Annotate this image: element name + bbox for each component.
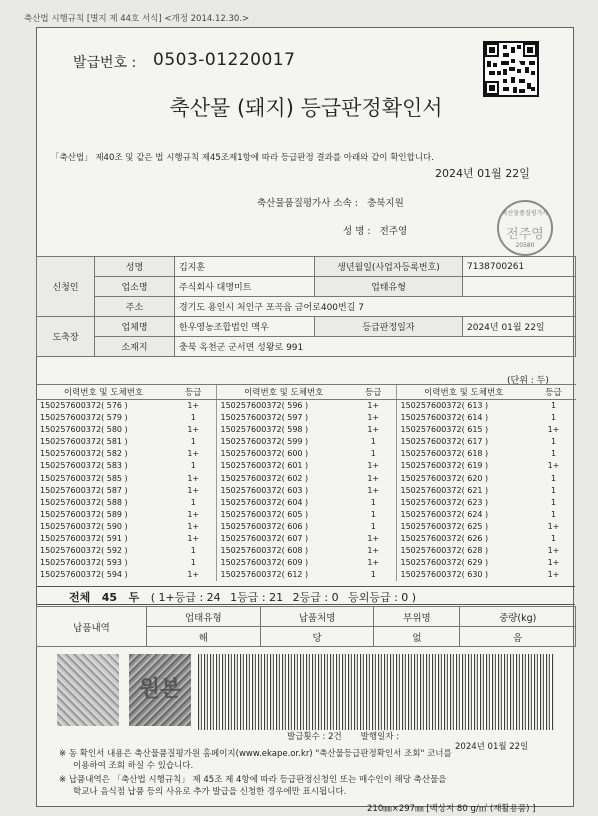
grade-cell: 1+: [367, 425, 380, 435]
grade-cell: 1: [550, 485, 557, 495]
slaughterhouse-name-label: 업체명: [95, 317, 175, 337]
applicant-name-label: 성명: [95, 257, 175, 277]
table-row: [36, 485, 576, 497]
document-title: 축산물 (돼지) 등급판정확인서: [169, 96, 443, 120]
inspector-name-label: 성 명 :: [343, 226, 371, 237]
certificate-paper: [36, 27, 574, 814]
carcass-id-cell: 150257600372( 598 ): [216, 424, 351, 436]
carcass-id-cell: 150257600372( 602 ): [216, 472, 351, 484]
carcass-id-cell: 150257600372( 596 ): [216, 400, 351, 413]
applicant-birth: 7138700261: [463, 257, 576, 277]
biztype-label: 업태유형: [315, 277, 463, 297]
grade-cell: 1: [370, 497, 376, 507]
carcass-id-cell: 150257600372( 601 ): [216, 460, 351, 472]
grade-cell: 1+: [547, 570, 560, 580]
grade-cell: 1+: [547, 461, 560, 471]
table-row: [36, 448, 576, 460]
original-stamp-image: 원본: [129, 654, 191, 726]
issue-number-label: 발급번호 :: [73, 55, 137, 71]
col-grade-header-2: 등급: [351, 385, 396, 400]
table-row: [36, 545, 576, 557]
carcass-id-cell: 150257600372( 623 ): [396, 497, 531, 509]
paper-spec: 210㎜×297㎜ [백상지 80 g/㎡ (재활용품) ]: [367, 804, 536, 814]
grade-cell: 1+: [187, 485, 200, 495]
table-row: [36, 412, 576, 424]
note-line-3: ※ 납품내역은 「축산법 시행규칙」 제 45조 제 4항에 따라 등급판정신청인 또는 매수인이 해당 축산물을: [59, 775, 447, 785]
table-row: [36, 497, 576, 509]
carcass-id-cell: 150257600372( 605 ): [216, 509, 351, 521]
total-count: 45: [101, 591, 118, 604]
carcass-id-cell: 150257600372( 613 ): [396, 400, 531, 413]
delivery-header-place: 납품처명: [260, 607, 374, 627]
grade-cell: 1: [550, 473, 557, 483]
total-unit: 두: [128, 591, 140, 604]
carcass-id-cell: 150257600372( 628 ): [396, 545, 531, 557]
address-label: 주소: [95, 297, 175, 317]
grade-unit: (단위 : 두): [507, 376, 549, 386]
table-row: [36, 557, 576, 569]
table-row: [36, 436, 576, 448]
delivery-value-2: 당: [260, 627, 374, 647]
carcass-id-cell: 150257600372( 585 ): [40, 473, 128, 483]
grade-cell: 1: [190, 437, 196, 447]
carcass-id-cell: 150257600372( 621 ): [396, 485, 531, 497]
grade-cell: 1+: [547, 546, 560, 556]
grading-date: 2024년 01월 22일: [463, 317, 576, 337]
carcass-id-cell: 150257600372( 615 ): [396, 424, 531, 436]
inspector-name-value: 전주영: [379, 226, 408, 237]
carcass-id-cell: 150257600372( 600 ): [216, 448, 351, 460]
applicant-section-label: 신청인: [37, 257, 95, 317]
seal-number: 20580: [515, 242, 535, 249]
qr-code-icon: [483, 41, 539, 97]
grading-date-label: 등급판정일자: [315, 317, 463, 337]
grade-cell: 1: [370, 521, 376, 531]
grade-cell: 1: [370, 509, 376, 519]
delivery-value-3: 없: [374, 627, 460, 647]
form-regulation-note: 축산법 시행규칙 [별지 제 44호 서식] <개정 2014.12.30.>: [24, 14, 250, 24]
grade-cell: 1: [370, 570, 376, 580]
grade-cell: 1+: [367, 401, 380, 410]
inspector-org-value: 충북지원: [367, 198, 404, 209]
carcass-id-cell: 150257600372( 606 ): [216, 521, 351, 533]
table-row: [36, 424, 576, 436]
grade-cell: 1: [550, 413, 557, 423]
intro-text: 「축산법」 제40조 및 같은 법 시행규칙 제45조제1항에 따라 등급판정 결과를 아래와 같이 확인합니다.: [51, 153, 434, 163]
table-row: [36, 472, 576, 484]
location-value: 충북 옥천군 군서면 성왕로 991: [175, 337, 576, 357]
grade-cell: 1+: [547, 425, 560, 435]
grade-cell: 1+: [187, 401, 200, 410]
carcass-id-cell: 150257600372( 619 ): [396, 460, 531, 472]
inspector-name: [343, 223, 407, 237]
company-label: 업소명: [95, 277, 175, 297]
grade-cell: 1+: [367, 473, 380, 483]
grade-cell: 1: [190, 497, 196, 507]
address-value: 경기도 용인시 처인구 포곡읍 금어로400번길 7: [175, 297, 576, 317]
grade-cell: 1+: [367, 413, 380, 423]
company-name: 주식회사 대명미트: [175, 277, 315, 297]
grade-cell: 1+: [547, 521, 560, 531]
grade-cell: 1: [550, 401, 557, 410]
carcass-id-cell: 150257600372( 588 ): [40, 497, 128, 507]
security-barcode-image: [198, 654, 554, 730]
carcass-id-cell: 150257600372( 590 ): [40, 521, 128, 531]
grade-cell: 1+: [367, 461, 380, 471]
footer-issue-info: [287, 730, 399, 742]
table-row: [36, 521, 576, 533]
carcass-id-cell: 150257600372( 630 ): [396, 569, 531, 581]
carcass-id-cell: 150257600372( 604 ): [216, 497, 351, 509]
carcass-id-cell: 150257600372( 620 ): [396, 472, 531, 484]
table-row: [36, 533, 576, 545]
carcass-id-cell: 150257600372( 629 ): [396, 557, 531, 569]
note-line-4: 학교나 음식점 납품 등의 사유로 추가 발급을 신청한 경우에만 표시됩니다.: [73, 787, 347, 797]
seal-name: 전주영: [506, 227, 544, 242]
carcass-id-cell: 150257600372( 626 ): [396, 533, 531, 545]
grade-cell: 1+: [367, 533, 380, 543]
table-row: [36, 509, 576, 521]
delivery-header-part: 부위명: [374, 607, 460, 627]
carcass-id-cell: 150257600372( 597 ): [216, 412, 351, 424]
biztype-value: [463, 277, 576, 297]
table-row: [36, 400, 576, 413]
location-label: 소재지: [95, 337, 175, 357]
grade-cell: 1: [550, 449, 557, 459]
inspector-org-label: 축산물품질평가사 소속 :: [257, 198, 359, 209]
carcass-id-cell: 150257600372( 618 ): [396, 448, 531, 460]
grade-cell: 1: [550, 497, 557, 507]
carcass-id-cell: 150257600372( 607 ): [216, 533, 351, 545]
carcass-id-cell: 150257600372( 617 ): [396, 436, 531, 448]
issue-date: 2024년 01월 22일: [435, 167, 530, 180]
grade-1plus-count: ( 1+등급 : 24: [150, 591, 221, 604]
printed-label: 발행일자 :: [360, 732, 400, 742]
note-line-1: ※ 동 확인서 내용은 축산물품질평가원 홈페이지(www.ekape.or.kr) "축산물등급판정확인서 조회" 코너를: [59, 749, 452, 759]
grade-cell: 1: [190, 461, 196, 471]
grade-cell: 1+: [187, 533, 200, 543]
grade-cell: 1: [370, 437, 376, 447]
slaughterhouse-name: 한우영농조합법인 맥우: [175, 317, 315, 337]
grade-summary: [37, 586, 575, 605]
grade-cell: 1: [190, 413, 196, 423]
carcass-id-cell: 150257600372( 624 ): [396, 509, 531, 521]
carcass-id-cell: 150257600372( 608 ): [216, 545, 351, 557]
carcass-id-cell: 150257600372( 593 ): [40, 558, 128, 568]
delivery-value-1: 해: [147, 627, 261, 647]
carcass-id-cell: 150257600372( 609 ): [216, 557, 351, 569]
carcass-id-cell: 150257600372( 579 ): [40, 413, 128, 423]
carcass-id-cell: 150257600372( 591 ): [40, 533, 128, 543]
applicant-name: 김지훈: [175, 257, 315, 277]
grade-cell: 1: [550, 509, 557, 519]
carcass-id-cell: 150257600372( 625 ): [396, 521, 531, 533]
grade-cell: 1+: [187, 509, 200, 519]
carcass-id-cell: 150257600372( 582 ): [40, 449, 128, 459]
grade-cell: 1+: [187, 449, 200, 459]
slaughterhouse-section-label: 도축장: [37, 317, 95, 357]
grade-cell: 1+: [187, 570, 200, 580]
grade-cell: 1: [370, 449, 376, 459]
grade-cell: 1+: [367, 558, 380, 568]
carcass-id-cell: 150257600372( 580 ): [40, 425, 128, 435]
carcass-id-cell: 150257600372( 592 ): [40, 546, 128, 556]
total-label: 전체: [69, 591, 91, 604]
carcass-id-cell: 150257600372( 599 ): [216, 436, 351, 448]
delivery-header-biztype: 업태유형: [147, 607, 261, 627]
grade-cell: 1+: [187, 473, 200, 483]
grade-cell: 1+: [367, 485, 380, 495]
delivery-table: [36, 606, 576, 647]
delivery-label: 납품내역: [37, 607, 147, 647]
grade-cell: 1: [550, 533, 557, 543]
security-pattern-image: [57, 654, 119, 726]
grade-cell: 1+: [187, 521, 200, 531]
delivery-header-weight: 중량(kg): [460, 607, 576, 627]
col-grade-header-3: 등급: [531, 385, 576, 400]
seal-top-text: 축산물품질평가사: [501, 210, 549, 217]
grade-cell: 1: [190, 558, 196, 568]
carcass-id-cell: 150257600372( 594 ): [40, 570, 128, 580]
grade-cell: 1+: [367, 546, 380, 556]
carcass-id-cell: 150257600372( 576 ): [40, 401, 128, 410]
grade-cell: 1+: [547, 558, 560, 568]
applicant-birth-label: 생년월일(사업자등록번호): [315, 257, 463, 277]
note-line-2: 이용하여 조회 하실 수 있습니다.: [73, 761, 194, 771]
col-grade-header-1: 등급: [171, 385, 216, 400]
grade-1-count: 1등급 : 21: [230, 591, 284, 604]
carcass-id-cell: 150257600372( 603 ): [216, 485, 351, 497]
issue-count: 발급횟수 : 2건: [287, 732, 342, 742]
issue-number: 0503-01220017: [153, 50, 296, 70]
col-id-header-2: 이력번호 및 도체번호: [216, 385, 351, 400]
col-id-header-3: 이력번호 및 도체번호: [396, 385, 531, 400]
carcass-id-cell: 150257600372( 614 ): [396, 412, 531, 424]
table-row: [36, 460, 576, 472]
carcass-id-cell: 150257600372( 583 ): [40, 461, 128, 471]
grade-table: [36, 384, 576, 581]
carcass-id-cell: 150257600372( 612 ): [216, 569, 351, 581]
grade-out-count: 등외등급 : 0 ): [348, 591, 417, 604]
carcass-id-cell: 150257600372( 587 ): [40, 485, 128, 495]
carcass-id-cell: 150257600372( 589 ): [40, 509, 128, 519]
carcass-id-cell: 150257600372( 581 ): [40, 437, 128, 447]
grade-cell: 1: [190, 546, 196, 556]
delivery-value-4: 음: [460, 627, 576, 647]
applicant-table: [36, 256, 576, 357]
official-seal: [497, 200, 553, 256]
grade-2-count: 2등급 : 0: [292, 591, 339, 604]
grade-cell: 1+: [187, 425, 200, 435]
grade-cell: 1: [550, 437, 557, 447]
col-id-header-1: 이력번호 및 도체번호: [36, 385, 171, 400]
inspector-org: [257, 195, 404, 209]
printed-date: 2024년 01월 22일: [455, 742, 529, 752]
table-row: [36, 569, 576, 581]
